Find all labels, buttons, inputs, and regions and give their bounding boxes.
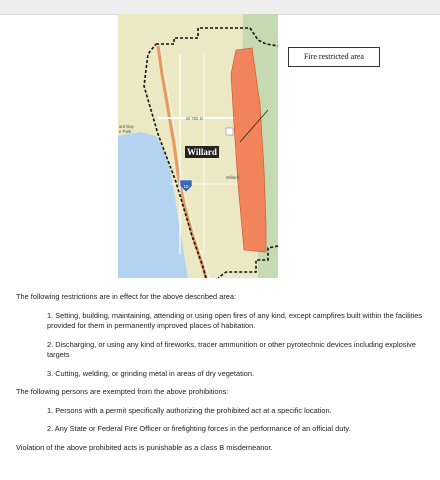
restrictions-intro: The following restrictions are in effect for the above described area: [16, 292, 237, 301]
lake-label-line1: ard Bay [119, 124, 134, 129]
street-town-label: Willard [226, 175, 240, 180]
lake-label-line2: e Park [119, 129, 132, 134]
top-bar [0, 0, 440, 15]
town-label: Willard [187, 147, 217, 157]
road-label-750n: W 750 N [186, 116, 203, 121]
highway-shield-label: 15 [183, 184, 189, 189]
restriction-item-3: 3. Cutting, welding, or grinding metal in areas of dry vegetation. [47, 368, 255, 378]
exemption-item-2: 2. Any State or Federal Fire Officer or firefighting forces in the performance of an official duty. [47, 424, 351, 434]
route-marker [226, 128, 233, 135]
restriction-item-2: 2. Discharging, or using any kind of fireworks, tracer ammunition or other pyrotechnic devices including explosive targets [47, 339, 416, 360]
exemption-item-1: 1. Persons with a permit specifically authorizing the prohibited act at a specific location. [47, 405, 332, 415]
restrictions-text [16, 292, 428, 453]
penalty-text: Violation of the above prohibited acts is punishable as a class B misdemeanor. [16, 442, 273, 452]
fire-restricted-area-callout: Fire restricted area [288, 47, 380, 67]
exemptions-intro: The following persons are exempted from the above prohibitions: [16, 387, 229, 397]
restriction-item-1: 1. Setting, building, maintaining, attending or using open fires of any kind, except campfires built within the facilities provided for them in permanently improved places of habitation. [47, 310, 423, 331]
